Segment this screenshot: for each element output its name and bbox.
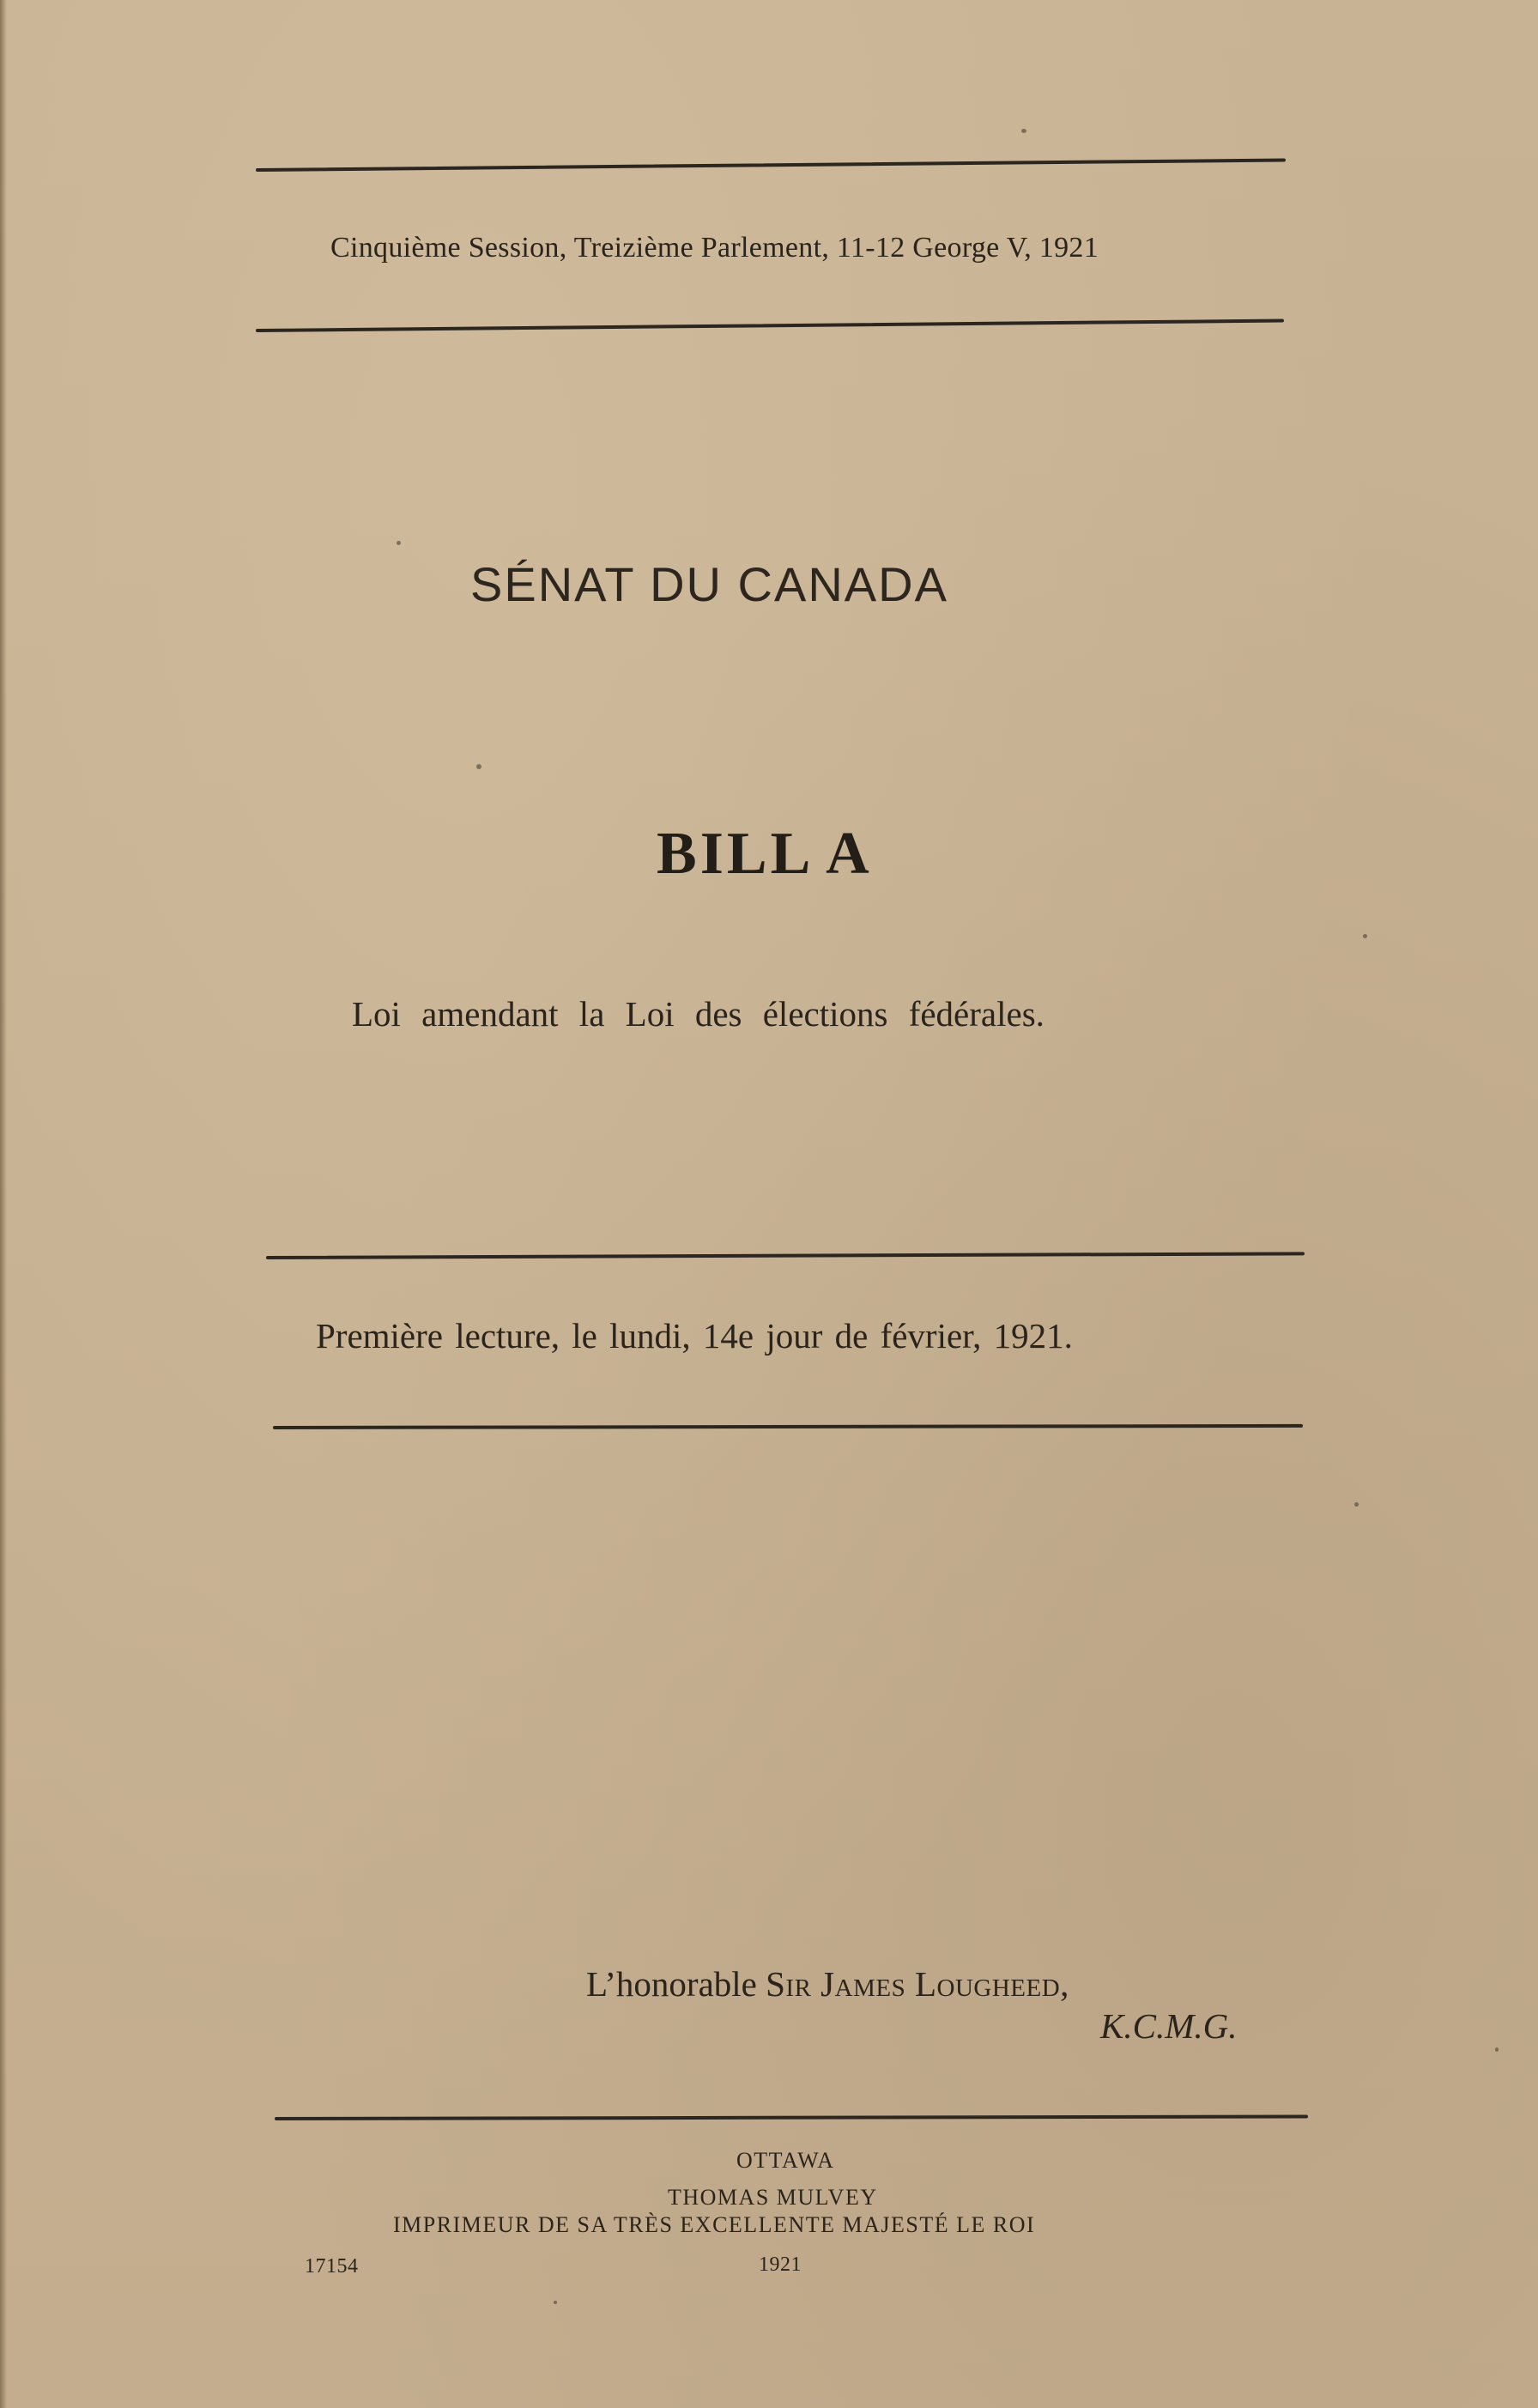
sponsor-honours: K.C.M.G. — [1100, 2006, 1238, 2046]
sponsor-suffix: , — [1060, 1964, 1069, 2004]
imprint-year: 1921 — [759, 2253, 802, 2276]
reading-top-rule — [266, 1252, 1305, 1259]
imprint-rule — [275, 2114, 1308, 2120]
reading-bottom-rule — [273, 1424, 1303, 1429]
bill-title: BILL A — [657, 821, 873, 887]
header-bottom-rule — [256, 319, 1284, 332]
imprint-city: OTTAWA — [736, 2148, 835, 2173]
chamber-title: SÉNAT DU CANADA — [470, 557, 948, 611]
top-rule — [256, 158, 1286, 172]
imprint-printer-title: IMPRIMEUR DE SA TRÈS EXCELLENTE MAJESTÉ LE ROI — [393, 2212, 1036, 2237]
first-reading-line: Première lecture, le lundi, 14e jour de février, 1921. — [316, 1316, 1073, 1356]
session-line: Cinquième Session, Treizième Parlement, 11-12 George V, 1921 — [330, 232, 1099, 264]
paper-speck — [397, 541, 401, 545]
bill-description: Loi amendant la Loi des élections fédérales. — [352, 994, 1045, 1034]
paper-speck — [1354, 1502, 1359, 1507]
paper-speck — [1363, 934, 1367, 938]
sponsor-name: Sir James Lougheed — [766, 1964, 1061, 2004]
paper-speck — [476, 764, 481, 769]
job-number: 17154 — [305, 2255, 359, 2278]
paper-speck — [554, 2301, 557, 2304]
sponsor-prefix: L’honorable — [586, 1964, 766, 2004]
paper-speck — [1495, 2047, 1499, 2052]
imprint-printer: THOMAS MULVEY — [668, 2185, 878, 2210]
paper-speck — [1021, 129, 1026, 133]
sponsor-line — [586, 1963, 1069, 2005]
page-edge-shadow — [0, 0, 7, 2408]
